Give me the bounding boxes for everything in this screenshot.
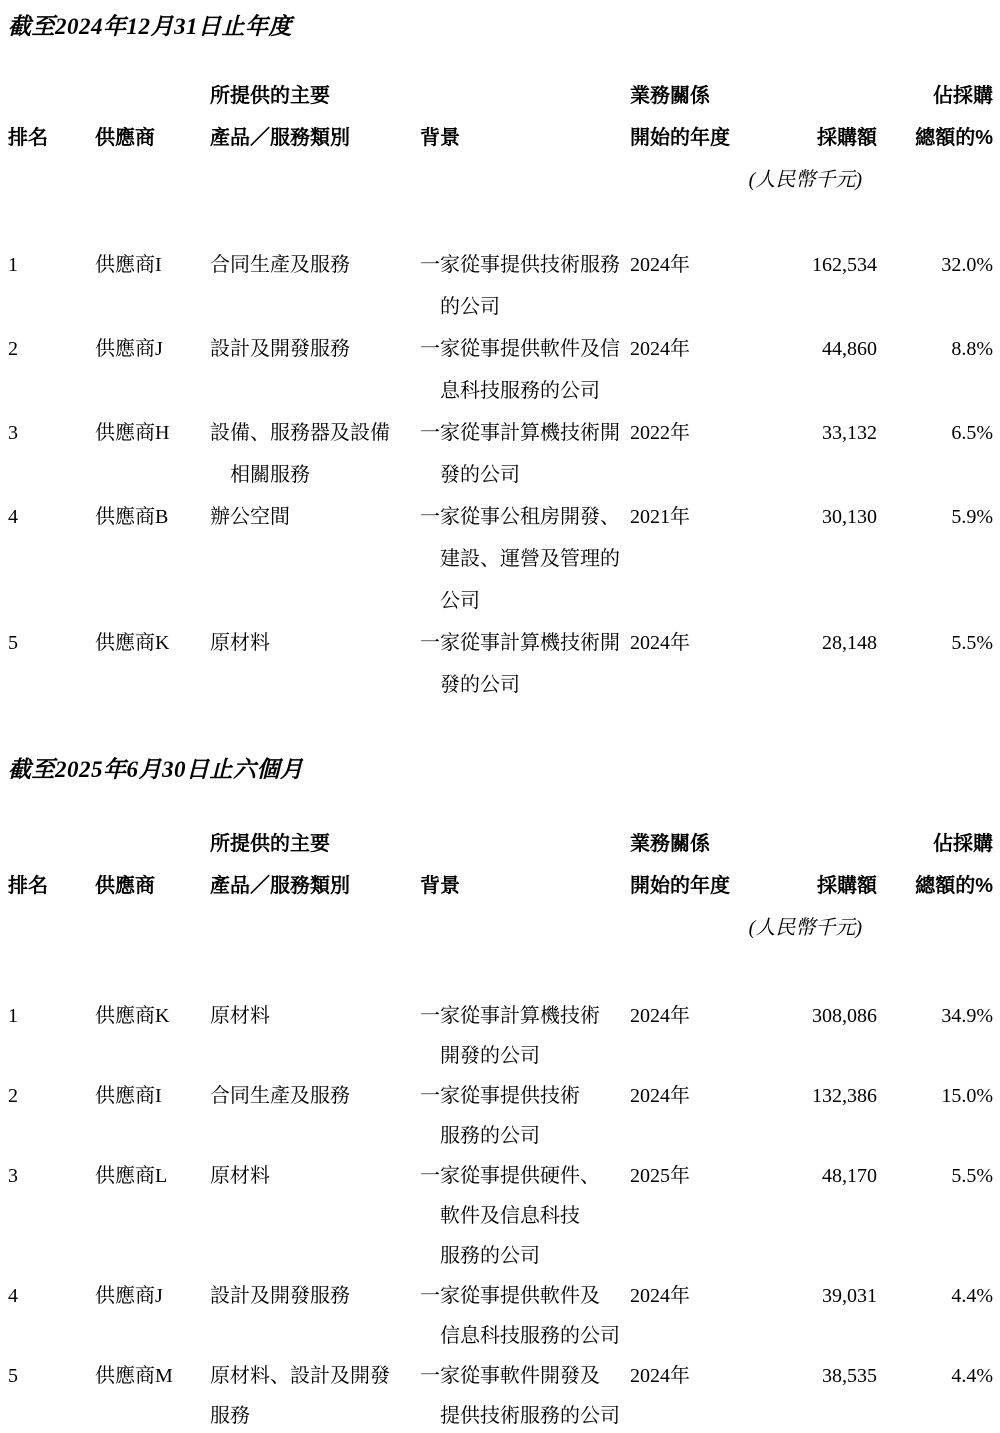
col-header-percent-line2: 總額的% (915, 127, 993, 149)
suppliers-table-2024 (0, 244, 1000, 706)
background-line: 服務的公司 (440, 1245, 540, 1267)
col-header-relationship-line2: 開始的年度 (630, 875, 730, 897)
percent-cell: 5.5% (951, 1165, 993, 1187)
table-row (0, 1276, 1000, 1356)
rank-cell: 5 (8, 1365, 18, 1387)
background-cell (420, 1076, 630, 1156)
col-header-rank: 排名 (8, 875, 48, 897)
amount-cell: 38,535 (822, 1365, 877, 1387)
products-line: 相關服務 (230, 464, 310, 486)
products-cell (210, 328, 420, 412)
spacer (420, 832, 630, 857)
background-line: 信息科技服務的公司 (440, 1325, 620, 1347)
percent-cell: 5.9% (951, 506, 993, 528)
background-cell (420, 244, 630, 328)
products-line: 服務 (210, 1405, 250, 1427)
background-line: 提供技術服務的公司 (440, 1405, 620, 1427)
rank-cell: 3 (8, 422, 18, 444)
background-cell (420, 1156, 630, 1276)
table-row (0, 1356, 1000, 1433)
background-cell (420, 412, 630, 496)
col-header-relationship-line2: 開始的年度 (630, 127, 730, 149)
table2-unit-note-row (0, 916, 1000, 941)
col-header-amount: 採購額 (817, 127, 877, 149)
amount-cell: 308,086 (812, 1005, 877, 1027)
percent-cell: 5.5% (951, 632, 993, 654)
background-cell (420, 1276, 630, 1356)
col-header-products-line1: 所提供的主要 (210, 833, 330, 855)
products-cell (210, 1076, 420, 1156)
table1-header-row-1 (0, 84, 1000, 109)
rank-cell: 2 (8, 338, 18, 360)
background-line: 一家從事提供技術 (420, 1085, 580, 1107)
products-line: 原材料 (210, 632, 270, 654)
products-cell (210, 996, 420, 1076)
amount-cell: 132,386 (812, 1085, 877, 1107)
table2-header-row-1 (0, 832, 1000, 857)
table-row (0, 412, 1000, 496)
background-cell (420, 1356, 630, 1433)
col-header-relationship-line1: 業務關係 (630, 85, 710, 107)
amount-cell: 162,534 (812, 254, 877, 276)
background-line: 的公司 (440, 296, 500, 318)
background-cell (420, 328, 630, 412)
supplier-cell: 供應商L (95, 1165, 168, 1187)
products-cell (210, 412, 420, 496)
col-header-percent-line1: 佔採購 (933, 833, 993, 855)
products-line: 合同生產及服務 (210, 254, 350, 276)
rank-cell: 4 (8, 506, 18, 528)
year-cell: 2024年 (630, 1365, 690, 1387)
rank-cell: 3 (8, 1165, 18, 1187)
year-cell: 2024年 (630, 632, 690, 654)
products-cell (210, 622, 420, 706)
background-cell (420, 996, 630, 1076)
table1-unit-note-row (0, 168, 1000, 193)
amount-cell: 30,130 (822, 506, 877, 528)
col-header-percent-line1: 佔採購 (933, 85, 993, 107)
col-header-background: 背景 (420, 875, 460, 897)
spacer (95, 832, 210, 857)
background-cell (420, 496, 630, 622)
supplier-cell: 供應商J (95, 338, 163, 360)
col-header-supplier: 供應商 (95, 127, 155, 149)
col-header-products-line2: 產品／服務類別 (210, 875, 350, 897)
background-line: 一家從事計算機技術開 (420, 422, 620, 444)
col-header-products-line1: 所提供的主要 (210, 85, 330, 107)
table-row (0, 1076, 1000, 1156)
spacer (730, 832, 877, 857)
amount-cell: 48,170 (822, 1165, 877, 1187)
products-line: 辦公空間 (210, 506, 290, 528)
supplier-cell: 供應商K (95, 632, 170, 654)
background-cell (420, 622, 630, 706)
year-cell: 2024年 (630, 1285, 690, 1307)
currency-unit-note: (人民幣千元) (748, 169, 862, 191)
amount-cell: 33,132 (822, 422, 877, 444)
col-header-percent-line2: 總額的% (915, 875, 993, 897)
percent-cell: 4.4% (951, 1285, 993, 1307)
supplier-cell: 供應商J (95, 1285, 163, 1307)
background-line: 一家從事提供軟件及信 (420, 338, 620, 360)
supplier-cell: 供應商B (95, 506, 169, 528)
products-cell (210, 244, 420, 328)
year-cell: 2024年 (630, 1005, 690, 1027)
background-line: 發的公司 (440, 464, 520, 486)
year-cell: 2025年 (630, 1165, 690, 1187)
background-line: 一家從事提供硬件、 (420, 1165, 600, 1187)
rank-cell: 5 (8, 632, 18, 654)
year-cell: 2021年 (630, 506, 690, 528)
background-line: 公司 (440, 590, 480, 612)
background-line: 息科技服務的公司 (440, 380, 600, 402)
col-header-supplier: 供應商 (95, 875, 155, 897)
rank-cell: 2 (8, 1085, 18, 1107)
products-line: 合同生產及服務 (210, 1085, 350, 1107)
amount-cell: 28,148 (822, 632, 877, 654)
table-row (0, 496, 1000, 622)
supplier-cell: 供應商M (95, 1365, 173, 1387)
supplier-cell: 供應商I (95, 254, 162, 276)
background-line: 一家從事軟件開發及 (420, 1365, 600, 1387)
background-line: 軟件及信息科技 (440, 1205, 580, 1227)
table-row (0, 996, 1000, 1076)
background-line: 一家從事公租房開發、 (420, 506, 620, 528)
background-line: 發的公司 (440, 674, 520, 696)
background-line: 服務的公司 (440, 1125, 540, 1147)
col-header-amount: 採購額 (817, 875, 877, 897)
products-cell (210, 1356, 420, 1433)
table-row (0, 328, 1000, 412)
col-header-rank: 排名 (8, 127, 48, 149)
year-cell: 2024年 (630, 338, 690, 360)
percent-cell: 34.9% (941, 1005, 993, 1027)
background-line: 開發的公司 (440, 1045, 540, 1067)
section-title-2025: 截至2025年6月30日止六個月 (8, 757, 304, 782)
percent-cell: 4.4% (951, 1365, 993, 1387)
products-line: 設備、服務器及設備 (210, 422, 390, 444)
spacer (730, 84, 877, 109)
products-line: 原材料 (210, 1165, 270, 1187)
col-header-products-line2: 產品／服務類別 (210, 127, 350, 149)
background-line: 一家從事計算機技術 (420, 1005, 600, 1027)
background-line: 建設、運營及管理的 (440, 548, 620, 570)
percent-cell: 32.0% (941, 254, 993, 276)
table-row (0, 244, 1000, 328)
percent-cell: 15.0% (941, 1085, 993, 1107)
rank-cell: 1 (8, 254, 18, 276)
table-row (0, 622, 1000, 706)
products-line: 設計及開發服務 (210, 338, 350, 360)
year-cell: 2022年 (630, 422, 690, 444)
products-cell (210, 1276, 420, 1356)
products-line: 設計及開發服務 (210, 1285, 350, 1307)
background-line: 一家從事提供軟件及 (420, 1285, 600, 1307)
percent-cell: 6.5% (951, 422, 993, 444)
rank-cell: 4 (8, 1285, 18, 1307)
amount-cell: 44,860 (822, 338, 877, 360)
year-cell: 2024年 (630, 254, 690, 276)
col-header-background: 背景 (420, 127, 460, 149)
amount-cell: 39,031 (822, 1285, 877, 1307)
section-title-2024: 截至2024年12月31日止年度 (8, 14, 292, 39)
suppliers-table-2025 (0, 996, 1000, 1433)
spacer (8, 832, 95, 857)
percent-cell: 8.8% (951, 338, 993, 360)
products-cell (210, 496, 420, 622)
table-row (0, 1156, 1000, 1276)
year-cell: 2024年 (630, 1085, 690, 1107)
spacer (8, 84, 95, 109)
rank-cell: 1 (8, 1005, 18, 1027)
supplier-cell: 供應商K (95, 1005, 170, 1027)
col-header-relationship-line1: 業務關係 (630, 833, 710, 855)
products-line: 原材料、設計及開發 (210, 1365, 390, 1387)
supplier-cell: 供應商H (95, 422, 170, 444)
spacer (420, 84, 630, 109)
supplier-cell: 供應商I (95, 1085, 162, 1107)
spacer (95, 84, 210, 109)
table1-header-row-2 (0, 126, 1000, 151)
background-line: 一家從事提供技術服務 (420, 254, 620, 276)
currency-unit-note: (人民幣千元) (748, 917, 862, 939)
table2-header-row-2 (0, 874, 1000, 899)
products-line: 原材料 (210, 1005, 270, 1027)
products-cell (210, 1156, 420, 1276)
background-line: 一家從事計算機技術開 (420, 632, 620, 654)
